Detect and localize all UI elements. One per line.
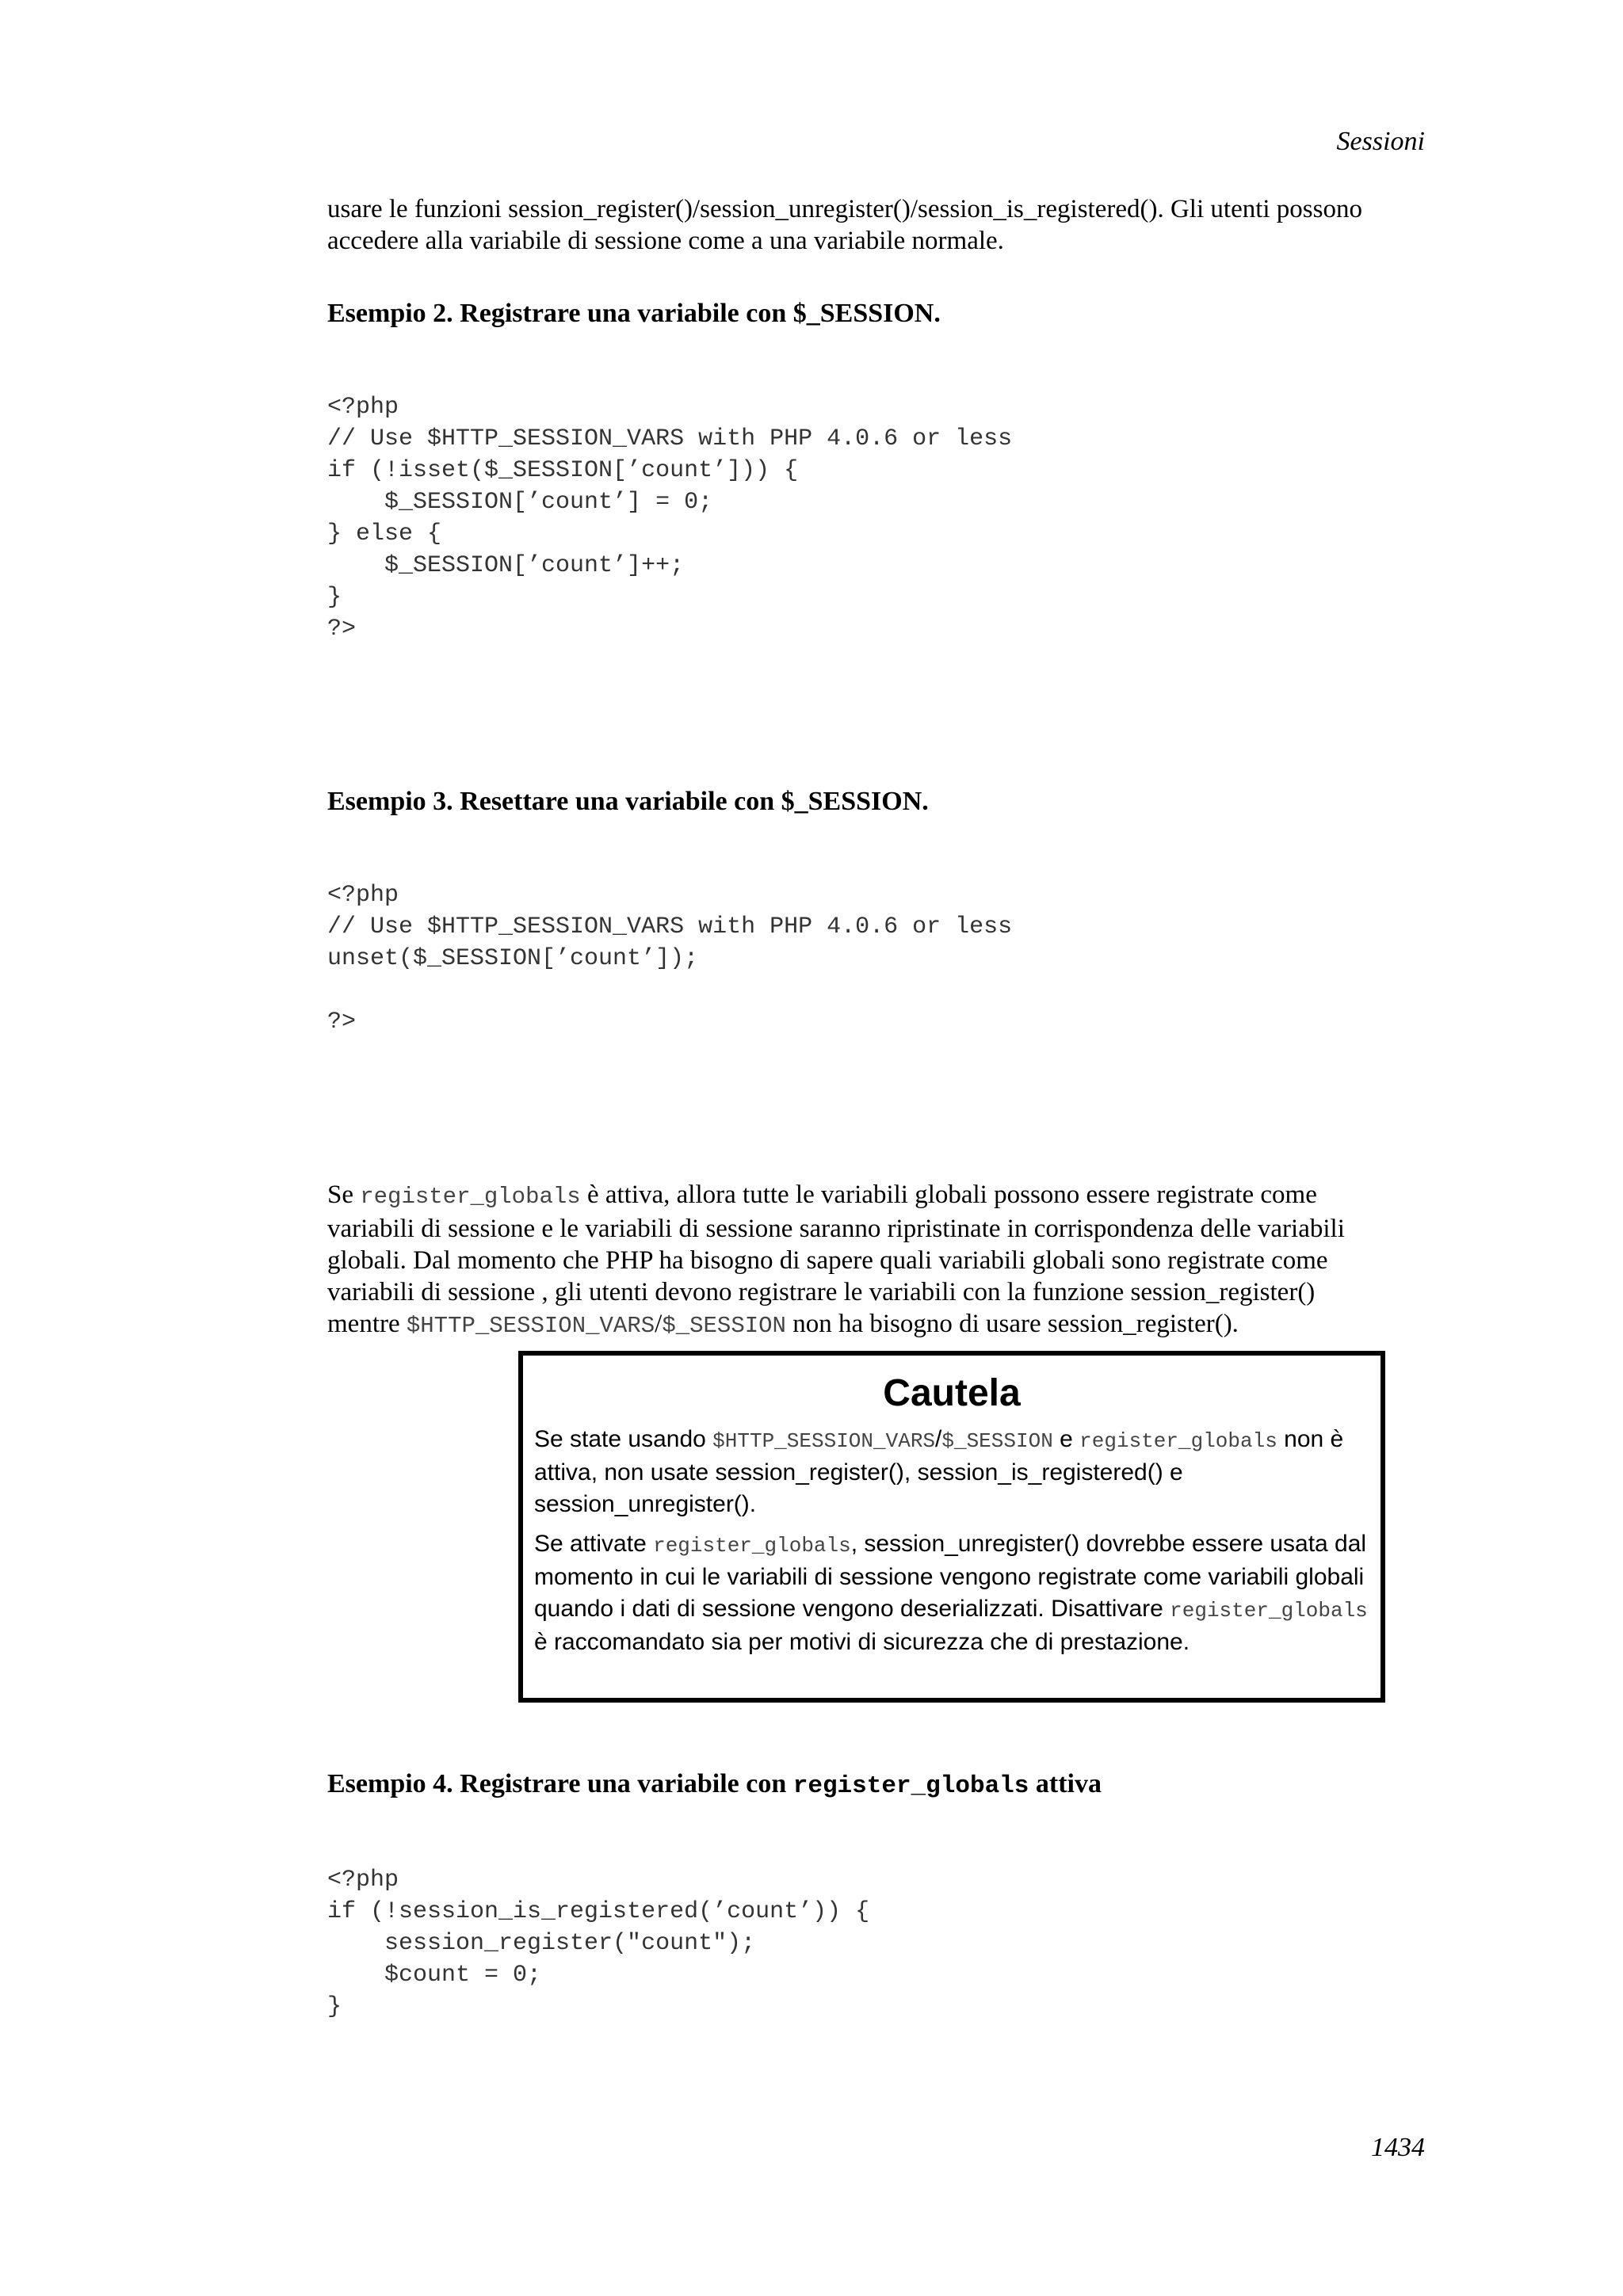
- register-globals-code: register_globals: [360, 1184, 581, 1210]
- paragraph-text-se: Se: [327, 1180, 361, 1209]
- session-var-code: $_SESSION: [662, 1313, 786, 1339]
- caution-text: non è attiva, non usate session_register(), session_is_registered() e session_unregister().: [534, 1426, 1344, 1517]
- paragraph-text-mentre: mentre: [327, 1310, 407, 1338]
- caution-title: Cautela: [883, 1372, 1021, 1414]
- register-globals-code: register_globals: [1170, 1599, 1368, 1623]
- register-globals-paragraph: [327, 1179, 1429, 1342]
- intro-line-2: accedere alla variabile di sessione come a una variabile normale.: [327, 227, 1004, 255]
- paragraph-line-1: è attiva, allora tutte le variabili globali possono essere registrate come: [580, 1180, 1317, 1209]
- page-content: [327, 193, 1429, 1342]
- caution-text: , session_unregister() dovrebbe essere usata dal momento in cui le variabili di sessione vengono registrate come variabili globali quando i dati di sessione vengono deserializzati. Disattivare: [534, 1531, 1367, 1622]
- example-4-title-text: Esempio 4. Registrare una variabile con: [327, 1769, 793, 1798]
- http-session-vars-code: $HTTP_SESSION_VARS: [406, 1313, 655, 1339]
- paragraph-slash: /: [655, 1310, 663, 1338]
- example-4-code: <?php if (!session_is_registered(’count’)) { session_register("count"); $count = 0; }: [327, 1867, 870, 2020]
- session-var-code: $_SESSION: [941, 1429, 1053, 1453]
- register-globals-code: register_globals: [653, 1534, 851, 1558]
- caution-text: Se attivate: [534, 1531, 654, 1557]
- paragraph-line-3: globali. Dal momento che PHP ha bisogno di sapere quali variabili globali sono registrate come: [327, 1246, 1328, 1275]
- running-header: Sessioni: [1336, 127, 1425, 156]
- caution-text: è raccomandato sia per motivi di sicurezza che di prestazione.: [534, 1629, 1190, 1655]
- register-globals-code: register_globals: [792, 1772, 1029, 1800]
- caution-text: Se state usando: [534, 1426, 713, 1452]
- intro-line-1: usare le funzioni session_register()/session_unregister()/session_is_registered(). Gli utenti possono: [327, 195, 1362, 223]
- caution-slash: /: [935, 1426, 942, 1452]
- example-4-section: [327, 1768, 1429, 2023]
- caution-box: [518, 1351, 1385, 1703]
- example-4-title-text: attiva: [1029, 1769, 1102, 1798]
- caution-paragraph-1: [534, 1424, 1369, 1520]
- intro-paragraph: [327, 193, 1429, 257]
- example-2-code: <?php // Use $HTTP_SESSION_VARS with PHP 4.0.6 or less if (!isset($_SESSION[’count’])) { $_SESSION[’count’] = 0; } else { $_SESSION[’count’]++; } ?>: [327, 394, 1013, 643]
- caution-paragraph-2: [534, 1528, 1369, 1658]
- paragraph-line-2: variabili di sessione e le variabili di sessione saranno ripristinate in corrispondenza delle variabili: [327, 1215, 1345, 1243]
- register-globals-code: register_globals: [1079, 1429, 1277, 1453]
- caution-text: e: [1052, 1426, 1080, 1452]
- example-3-code: <?php // Use $HTTP_SESSION_VARS with PHP 4.0.6 or less unset($_SESSION[’count’]); ?>: [327, 882, 1013, 1035]
- page-number: 1434: [1371, 2133, 1425, 2162]
- example-4-title: [327, 1768, 1429, 1802]
- paragraph-line-4: variabili di sessione , gli utenti devono registrare le variabili con la funzione session_register(): [327, 1278, 1316, 1306]
- http-session-vars-code: $HTTP_SESSION_VARS: [712, 1429, 936, 1453]
- example-3-title: Esempio 3. Resettare una variabile con $_SESSION.: [327, 787, 929, 816]
- paragraph-line-5: non ha bisogno di usare session_register().: [785, 1310, 1239, 1338]
- example-2-title: Esempio 2. Registrare una variabile con $_SESSION.: [327, 299, 941, 328]
